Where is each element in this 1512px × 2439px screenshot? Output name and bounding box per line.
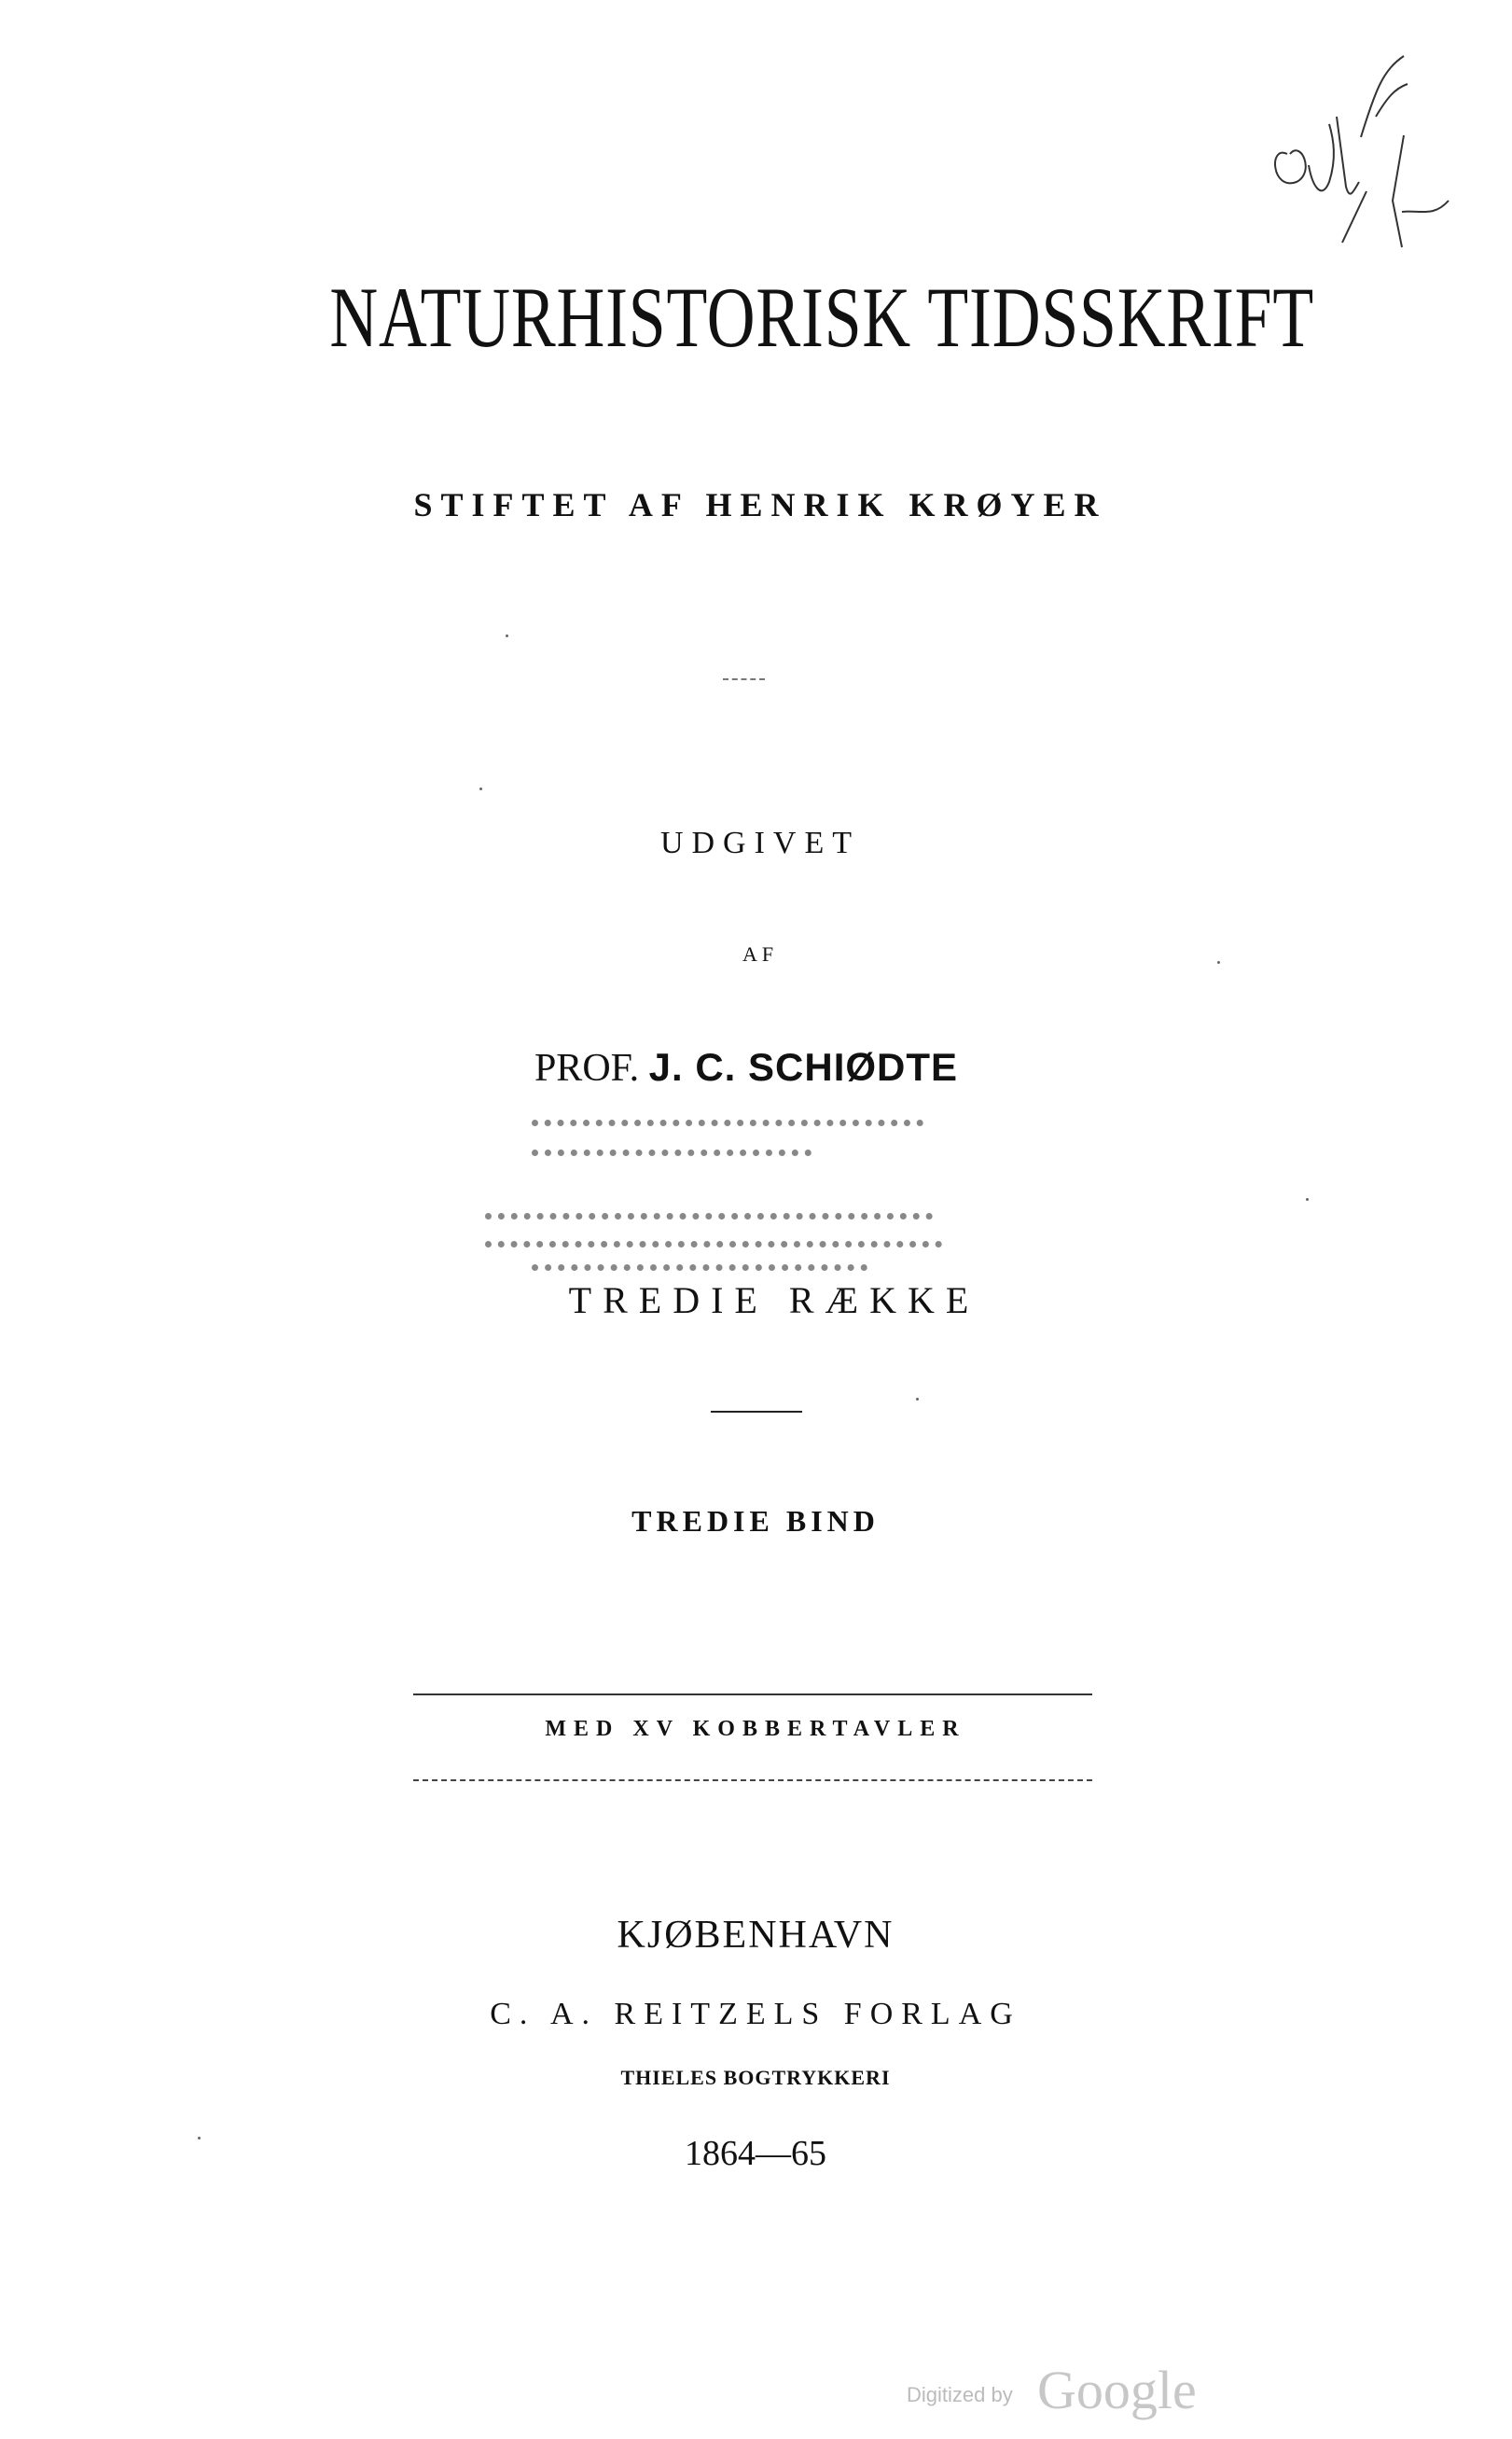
printer-line: THIELES BOGTRYKKERI: [620, 2066, 891, 2089]
plates-line: MED XV KOBBERTAVLER: [545, 1717, 966, 1741]
short-rule: [711, 1411, 802, 1413]
publisher-label: UDGIVET: [659, 826, 861, 860]
journal-title: NATURHISTORISK TIDSSKRIFT: [329, 270, 1314, 365]
editor-name: J. C. SCHIØDTE: [648, 1045, 959, 1089]
stamp-dots: [532, 1150, 811, 1156]
paper-speck: [506, 634, 508, 637]
series-line: TREDIE RÆKKE: [568, 1279, 980, 1321]
digitized-by-text: Digitized by: [907, 2383, 1013, 2406]
editor-prefix: PROF.: [534, 1047, 640, 1090]
editor-line: [420, 1045, 1073, 1091]
stamp-dots: [485, 1213, 933, 1220]
digitized-watermark: [907, 2359, 1224, 2420]
years-line: 1864—65: [685, 2134, 826, 2173]
top-rule: [413, 1693, 1092, 1695]
stamp-dots: [532, 1120, 923, 1126]
by-label: AF: [742, 942, 779, 966]
paper-speck: [198, 2137, 201, 2139]
city-line: KJØBENHAVN: [617, 1914, 895, 1957]
paper-speck: [1217, 961, 1220, 964]
paper-speck: [479, 787, 482, 790]
volume-line: TREDIE BIND: [631, 1504, 880, 1538]
paper-speck: [916, 1398, 919, 1401]
paper-speck: [1306, 1198, 1309, 1201]
press-line: C. A. REITZELS FORLAG: [490, 1997, 1021, 2031]
google-logo-text: Google: [1037, 2360, 1197, 2420]
stamp-dots: [485, 1241, 942, 1247]
handwritten-mark: [1264, 51, 1450, 257]
stamp-dots: [532, 1264, 867, 1271]
founder-line: STIFTET AF HENRIK KRØYER: [413, 486, 1107, 523]
bottom-rule: [413, 1779, 1092, 1781]
small-dash: [723, 678, 765, 680]
